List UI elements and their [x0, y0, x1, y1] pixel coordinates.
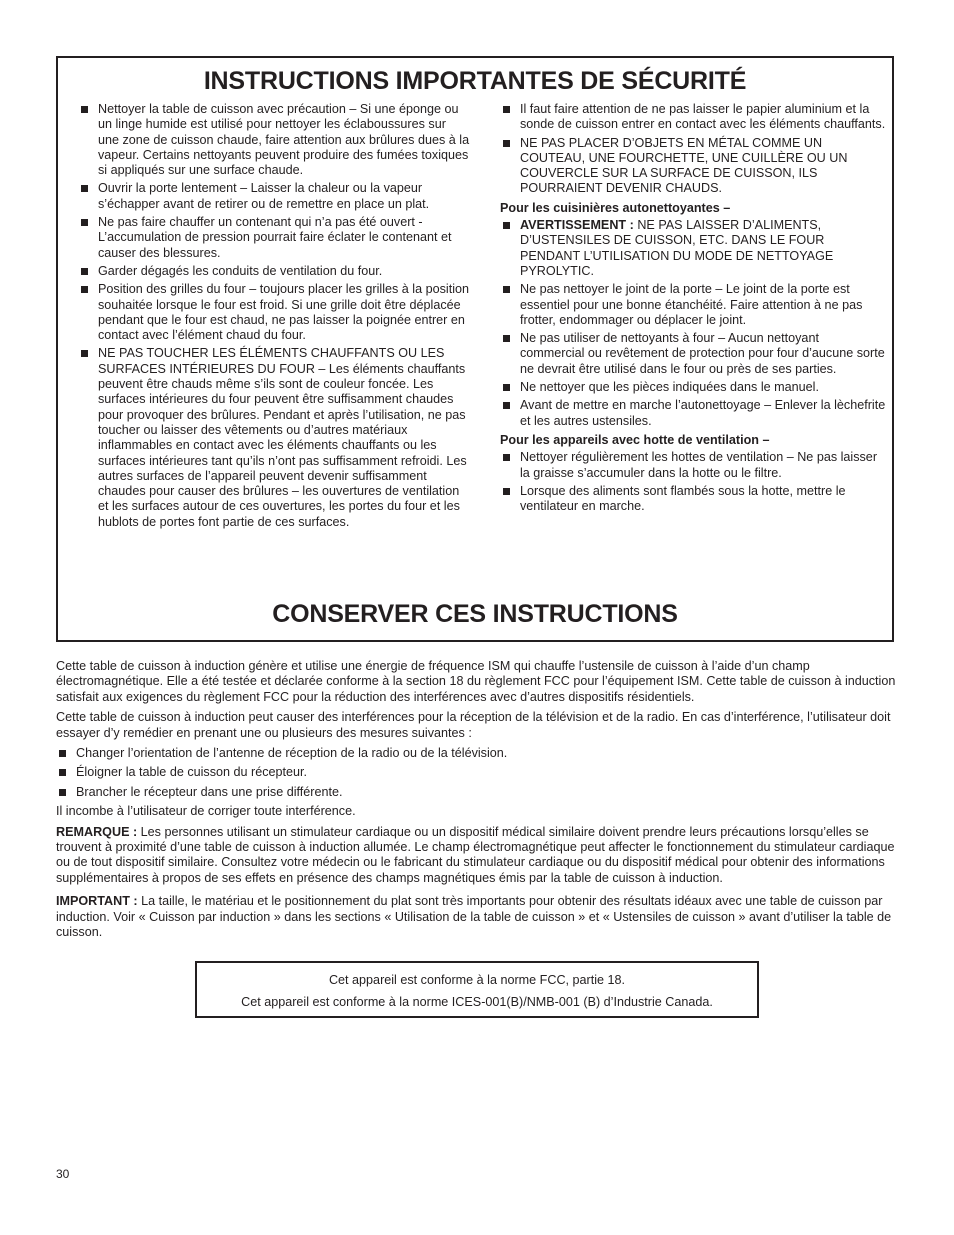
list-item: Nettoyer la table de cuisson avec précaution – Si une éponge ou un linge humide est utilisé pour nettoyer les éclaboussures sur une zone de cuisson chaude, faire attention aux brûlures dues à la vapeur. Certains nettoyants peuvent produire des fumées toxiques si appliqués sur une surface chaude.	[78, 102, 470, 178]
bullet-square-icon	[503, 384, 510, 391]
paragraph: Cette table de cuisson à induction peut causer des interférences pour la réception de la télévision et de la radio. En cas d’interférence, l’utilisateur doit essayer d’y remédier en prenant une ou plusieurs des mesures suivantes :	[56, 710, 891, 740]
compliance-line-fcc: Cet appareil est conforme à la norme FCC, partie 18.	[328, 973, 626, 987]
bullet-square-icon	[503, 335, 510, 342]
bullet-square-icon	[81, 268, 88, 275]
compliance-line-ices: Cet appareil est conforme à la norme ICES-001(B)/NMB-001 (B) d’Industrie Canada.	[241, 995, 713, 1009]
page-number: 30	[56, 1167, 70, 1181]
safety-right-column	[500, 102, 886, 517]
important-label: IMPORTANT :	[56, 894, 138, 909]
bullet-square-icon	[81, 350, 88, 357]
list-item: Avant de mettre en marche l’autonettoyage – Enlever la lèchefrite et les autres ustensiles.	[500, 398, 886, 429]
measures-list	[56, 746, 898, 800]
bullet-square-icon	[503, 454, 510, 461]
important-text: La taille, le matériau et le positionnement du plat sont très importants pour obtenir des résultats idéaux avec une table de cuisson par induction. Voir « Cuisson par induction » dans les sections « Utilisation de la table de cuisson » et « Ustensiles de cuisson » avant d’utiliser la table de cuisson.	[56, 894, 892, 940]
list-item: NE PAS PLACER D’OBJETS EN MÉTAL COMME UN COUTEAU, UNE FOURCHETTE, UNE CUILLÈRE OU UN COUVERCLE SUR LA SURFACE DE CUISSON, ILS POURRAIENT DEVENIR CHAUDS.	[500, 136, 886, 197]
bullet-square-icon	[503, 140, 510, 147]
list-item: NE PAS TOUCHER LES ÉLÉMENTS CHAUFFANTS OU LES SURFACES INTÉRIEURES DU FOUR – Les éléments chauffants peuvent être chauds même s’ils sont de couleur foncée. Les surfaces intérieures du four peuvent être suffisamment chaudes pour provoquer des brûlures. Pendant et après l’utilisation, ne pas toucher ou laisser des vêtements ou d’autres matériaux inflammables en contact avec les éléments chauffants ou les surfaces intérieures tant qu’ils n’ont pas suffisamment refroidi. Les autres surfaces de l’appareil peuvent devenir suffisamment chaudes pour causer des brûlures – les ouvertures de ventilation et les surfaces autour de ces ouvertures, les portes du four et les hublots de portes font partie de ces surfaces.	[78, 346, 470, 530]
warning-text: NE PAS LAISSER D’ALIMENTS, D’USTENSILES DE CUISSON, ETC. DANS LE FOUR PENDANT L’UTILISATION DU MODE DE NETTOYAGE PYROLYTIC.	[520, 218, 834, 278]
bullet-square-icon	[81, 219, 88, 226]
paragraph: Cette table de cuisson à induction génère et utilise une énergie de fréquence ISM qui chauffe l’ustensile de cuisson à l’aide d’un champ électromagnétique. Elle a été testée et déclarée conforme à la section 18 du règlement FCC pour l’équipement ISM. Cette table de cuisson à induction satisfait aux exigences du règlement FCC pour la réduction des interférences avec d’autres dispositifs résidentiels.	[56, 659, 896, 704]
self-clean-heading: Pour les cuisinières autonettoyantes –	[500, 200, 731, 215]
list-item: Brancher le récepteur dans une prise différente.	[56, 785, 898, 800]
bullet-square-icon	[503, 222, 510, 229]
list-item: Ne pas faire chauffer un contenant qui n’a pas été ouvert - L’accumulation de pression pourrait faire éclater le contenant et causer des blessures.	[78, 215, 470, 261]
list-item: Il faut faire attention de ne pas laisser le papier aluminium et la sonde de cuisson entrer en contact avec les éléments chauffants.	[500, 102, 886, 133]
list-item: Éloigner la table de cuisson du récepteur.	[56, 765, 898, 780]
remark-label: REMARQUE :	[56, 824, 138, 839]
safety-left-column	[78, 102, 470, 533]
compliance-notice-box	[195, 961, 759, 1018]
list-item: Ne nettoyer que les pièces indiquées dans le manuel.	[500, 380, 886, 395]
list-item: Ouvrir la porte lentement – Laisser la chaleur ou la vapeur s’échapper avant de retirer ou de remettre en place un plat.	[78, 181, 470, 212]
bullet-square-icon	[59, 750, 66, 757]
bullet-square-icon	[503, 488, 510, 495]
bullet-square-icon	[59, 789, 66, 796]
warning-item	[500, 218, 886, 279]
bullet-square-icon	[81, 286, 88, 293]
safety-title: INSTRUCTIONS IMPORTANTES DE SÉCURITÉ	[203, 67, 747, 95]
list-item: Lorsque des aliments sont flambés sous la hotte, mettre le ventilateur en marche.	[500, 484, 886, 515]
remark-text: Les personnes utilisant un stimulateur cardiaque ou un dispositif médical similaire doivent prendre leurs précautions lorsqu’elles se trouvent à proximité d’une table de cuisson à induction allumée. Le champ électromagnétique peut affecter le fonctionnement du stimulateur cardiaque ou de tout dispositif similaire. Consultez votre médecin ou le fabricant du stimulateur cardiaque ou du dispositif médical pour obtenir des informations supplémentaires à propos de ses effets en présence des champs magnétiques émis par la table de cuisson à induction.	[56, 824, 895, 885]
list-item: Changer l’orientation de l’antenne de réception de la radio ou de la télévision.	[56, 746, 898, 761]
bullet-square-icon	[81, 185, 88, 192]
safety-instructions-box	[56, 56, 894, 642]
keep-instructions-title: CONSERVER CES INSTRUCTIONS	[272, 600, 678, 628]
important-paragraph	[56, 894, 898, 940]
bullet-square-icon	[503, 106, 510, 113]
list-item: Nettoyer régulièrement les hottes de ventilation – Ne pas laisser la graisse s’accumuler dans la hotte ou le filtre.	[500, 450, 886, 481]
remark-paragraph	[56, 825, 898, 887]
list-item: Ne pas utiliser de nettoyants à four – Aucun nettoyant commercial ou revêtement de protection pour four d’aucune sorte ne devrait être utilisé dans le four ou près de ses parties.	[500, 331, 886, 377]
list-item: Garder dégagés les conduits de ventilation du four.	[78, 264, 470, 279]
paragraph: Il incombe à l’utilisateur de corriger toute interférence.	[56, 804, 356, 819]
bullet-square-icon	[59, 769, 66, 776]
hood-heading: Pour les appareils avec hotte de ventilation –	[500, 432, 770, 447]
bullet-square-icon	[503, 286, 510, 293]
warning-label: AVERTISSEMENT :	[520, 218, 634, 233]
fcc-body-text	[56, 659, 898, 946]
list-item: Ne pas nettoyer le joint de la porte – Le joint de la porte est essentiel pour une bonne étanchéité. Faire attention à ne pas frotter, endommager ou déplacer le joint.	[500, 282, 886, 328]
bullet-square-icon	[503, 402, 510, 409]
list-item: Position des grilles du four – toujours placer les grilles à la position souhaitée lorsque le four est froid. Si une grille doit être déplacée pendant que le four est chaud, ne pas laisser la poignée entrer en contact avec l’élément chaud du four.	[78, 282, 470, 343]
bullet-square-icon	[81, 106, 88, 113]
